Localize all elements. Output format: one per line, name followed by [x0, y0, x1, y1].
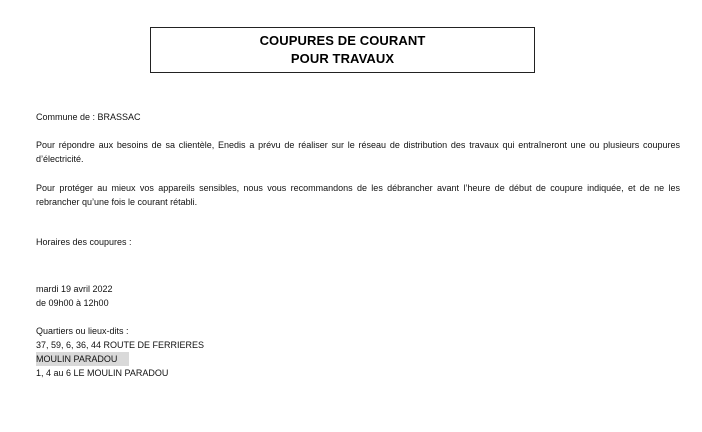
title-line-2: POUR TRAVAUX	[290, 51, 395, 66]
commune-line: Commune de : BRASSAC	[36, 112, 141, 122]
schedule-heading: Horaires des coupures :	[36, 237, 132, 247]
outage-time-range: de 09h00 à 12h00	[36, 298, 109, 308]
outage-date: mardi 19 avril 2022	[36, 284, 113, 294]
intro-paragraph: Pour répondre aux besoins de sa clientèle, Enedis a prévu de réaliser sur le réseau de distribution des travaux qui entraîneront une ou plusieurs coupures d’électricité.	[36, 140, 680, 164]
advice-paragraph: Pour protéger au mieux vos appareils sensibles, nous vous recommandons de les débrancher avant l’heure de début de coupure indiquée, et de ne les rebrancher qu’une fois le courant rétabli.	[36, 183, 680, 207]
location-item-highlighted	[36, 352, 680, 366]
location-item: 37, 59, 6, 36, 44 ROUTE DE FERRIERES	[36, 340, 205, 350]
title-box	[150, 27, 535, 73]
title-line-1: COUPURES DE COURANT	[259, 33, 426, 48]
location-item: 1, 4 au 6 LE MOULIN PARADOU	[36, 368, 169, 378]
location-highlight: MOULIN PARADOU	[36, 352, 129, 366]
locations-heading: Quartiers ou lieux-dits :	[36, 326, 129, 336]
